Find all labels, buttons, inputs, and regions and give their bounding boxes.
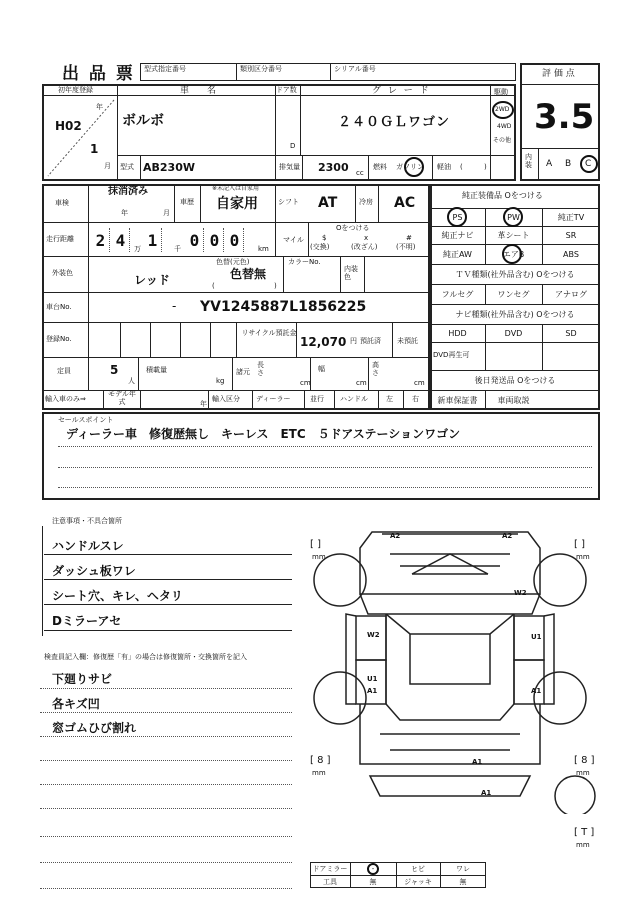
recycle-label: リサイクル預託金 [241,329,297,337]
exchange-label: (交換) [310,243,330,251]
navi-hdd: HDD [448,328,467,338]
mark-a1-left: A1 [367,687,378,695]
interior-c: C [585,159,592,169]
handle-label: ハンドル [340,395,368,403]
shift-label: シフト [278,198,299,206]
spare-tire [555,776,595,814]
interior-color-label: 内装色 [344,265,358,281]
equip-airbag: エアB [502,249,525,259]
note-item: シート穴、キレ、ヘタリ [52,589,183,603]
equip-abs: ABS [563,249,579,259]
exchange-sym: $ [322,234,327,242]
score-value: 3.5 [534,97,595,137]
tire-fl-mm: mm [312,553,326,561]
inspector-item: 窓ゴムひび割れ [52,721,137,735]
rear-left-wheel [314,672,366,724]
drive-2wd: 2WD [495,106,510,113]
import-label: 輸入車のみ⇒ [45,395,86,403]
tv-type-title: ＴＶ種類(社外品含む) Oをつける [455,269,575,279]
color-change-value: 色替無 [230,267,267,281]
mark-u1-right: U1 [531,633,542,641]
color-label: 外装色 [52,269,73,277]
shift-value: AT [318,195,338,211]
history-value: 自家用 [216,196,258,212]
tv-oneseg: ワンセグ [497,289,530,299]
inspection-year-unit: 年 [121,209,128,217]
genuine-title: 純正装備品 Oをつける [462,191,543,200]
later-warranty: 新車保証書 [437,395,478,405]
mileage-digit: 0 [186,228,204,252]
grade-score-label: 評 価 点 [542,69,575,79]
mileage-man: 万 [134,245,141,253]
recycle-value: 12,070 [300,335,347,349]
chassis-label: 車台No. [46,303,72,311]
fuel-paren-open: ( [460,163,463,171]
pw-circle [503,207,523,227]
crack-label: ヒビ [411,864,425,873]
fuel-label: 燃料 [373,163,387,171]
doors-label: ドア数 [276,86,297,94]
capacity-unit: 人 [128,377,135,385]
color-no-label: カラーNo. [288,258,321,266]
mileage-digit: 0 [226,228,244,252]
first-reg-era: H02 [55,119,82,133]
model-year-label: モデル年式 [108,390,136,406]
model-year-unit: 年 [200,400,207,408]
mark-a1-right: A1 [531,687,542,695]
door-mirror-value: - [371,864,375,873]
handle-right: 右 [412,395,419,403]
jack-value: 無 [459,877,467,886]
mark-w2-right: W2 [514,589,527,597]
mile-label: マイル [283,236,304,244]
document-title: 出 品 票 [62,64,135,84]
length-label: 長さ [257,361,264,377]
mileage-digit: 0 [206,228,224,252]
notes-label: 注意事項・不具合箇所 [52,517,122,525]
inspector-label: 検査員記入欄：修復歴「有」の場合は修復箇所・交換箇所を記入 [44,653,247,661]
drive-2wd-circle [492,101,514,119]
inspection-label: 車検 [55,199,69,207]
interior-b: B [565,159,572,169]
equip-tv: 純正TV [557,212,585,222]
grade-value: ２４０ＧＬワゴン [338,115,451,130]
equip-pw: PW [507,212,520,222]
door-mirror-circle [367,863,379,875]
airbag-circle [502,244,522,264]
note-item: ハンドルスレ [52,539,124,553]
mark-a2-right: A2 [502,532,513,540]
equip-navi: 純正ナビ [441,230,474,240]
first-reg-label: 初年度登録 [58,86,93,94]
model-designation-label: 型式指定番号 [144,65,186,73]
later-title: 後日発送品 Oをつける [474,375,556,385]
light-oil-label: 軽油 [437,163,451,171]
navi-type-title: ナビ種類(社外品含む) Oをつける [455,309,575,319]
import-parallel: 並行 [310,395,324,403]
front-body [360,532,540,594]
ac-value: AC [394,195,416,211]
unknown-sym: # [406,234,412,242]
ps-circle [447,207,467,227]
front-right-wheel [534,554,586,606]
import-dealer: ディーラー [256,395,291,403]
mark-w2-left: W2 [367,631,380,639]
height-label: 高さ [372,361,379,377]
rear-right-wheel [534,672,586,724]
drive-other: その他 [493,137,512,144]
serial-label: シリアル番号 [334,65,376,73]
modified-sym: x [364,234,369,242]
chassis-value: YV1245887L1856225 [200,299,367,315]
mark-u1-left: U1 [367,675,378,683]
tire-fr-bracket: [ ] [574,539,585,550]
displacement-unit: cc [356,169,364,177]
mileage-km: km [258,245,269,253]
reg-no-label: 登録No. [46,335,72,343]
tire-rl-bracket: [ 8 ] [310,755,331,766]
color-value: レッド [134,273,170,287]
height-cm: cm [414,379,425,387]
first-reg-diagonal [44,96,116,180]
mileage-digit: 2 [92,228,110,252]
tire-fl-bracket: [ ] [310,539,321,550]
inspector-item: 下廻りサビ [52,672,113,686]
rear-bumper [370,776,530,796]
interior-c-circle [580,155,598,173]
mileage-digit: 4 [112,228,130,252]
fuel-value: ガソリン [396,163,424,171]
jack-label: ジャッキ [404,877,432,886]
equip-ps: PS [452,212,463,222]
equip-sr: SR [565,230,577,240]
car-name-label: 車 名 [180,86,217,96]
interior-label: 内装 [525,153,532,169]
drive-4wd: 4WD [497,123,512,130]
color-change-label: 色替(元色) [216,258,250,266]
import-type-label: 輸入区分 [212,395,240,403]
later-manual: 車両取説 [497,395,530,405]
displacement-value: 2300 [318,161,349,174]
chassis-dash: - [172,299,177,313]
recycle-unit: 円 [350,337,357,345]
tire-rr-mm: mm [576,769,590,777]
first-reg-month: 1 [90,142,99,156]
dvd-player: DVD再生可 [433,351,470,359]
recycle-paid: 預託済 [360,337,381,345]
navi-sd: SD [565,328,577,338]
width-cm: cm [356,379,367,387]
mark-a2-left: A2 [390,532,401,540]
category-label: 類別区分番号 [240,65,282,73]
capacity-value: 5 [110,363,119,377]
fuel-paren-close: ) [484,163,487,171]
fuel-gasoline-circle [404,157,424,177]
grade-label: グ レ ー ド [372,86,431,96]
unknown-label: (不明) [396,243,416,251]
tire-rr-bracket: [ 8 ] [574,755,595,766]
recycle-unpaid: 未預託 [397,337,418,345]
displacement-label: 排気量 [279,163,300,171]
car-damage-diagram [300,514,600,814]
first-reg-month-unit: 月 [104,162,111,170]
load-unit: kg [216,377,225,385]
handle-left: 左 [386,395,393,403]
car-name: ボルボ [122,113,164,129]
note-item: Dミラーアセ [52,614,122,628]
front-left-wheel [314,554,366,606]
tv-fullseg: フルセグ [441,289,474,299]
inspection-month-unit: 月 [163,209,170,217]
tire-spare-mm: mm [576,841,590,849]
note-item: ダッシュ板ワレ [52,564,136,578]
sales-point-label: セールスポイント [58,416,114,424]
type-label: 型式 [120,163,134,171]
tv-analog: アナログ [555,289,587,299]
tire-rl-mm: mm [312,769,326,777]
sales-point-text: ディーラー車 修復歴無し キーレス ETC ５ドアステーションワゴン [66,427,461,441]
mileage-sen: 千 [174,245,181,253]
door-mirror-label: ドアミラー [312,864,348,873]
tire-fr-mm: mm [576,553,590,561]
ac-label: 冷房 [359,198,373,206]
mileage-label: 走行距離 [46,235,74,243]
modified-label: (改ざん) [351,243,378,251]
navi-dvd: DVD [504,328,523,338]
header-id-strip [140,63,516,81]
equip-aw: 純正AW [443,249,472,259]
inspection-value: 抹消済み [108,186,148,197]
interior-a: A [546,159,553,169]
capacity-label: 定員 [57,367,71,375]
break-label: ワレ [456,864,470,873]
color-change-paren-close: ) [274,282,277,290]
doors-unit: D [290,142,296,150]
equip-leather: 革シート [497,230,530,240]
tools-value: 無 [369,877,377,886]
length-cm: cm [300,379,311,387]
tire-spare-bracket: [ T ] [574,827,595,838]
mileage-circle-note: Oをつける [336,224,370,232]
load-label: 積載量 [146,366,167,374]
mark-a1-bottom: A1 [472,758,483,766]
history-label: 車歴 [180,198,194,206]
history-note: ※未記入は自家用 [212,185,260,192]
first-reg-year-unit: 年 [96,103,103,111]
mileage-digit: 1 [144,228,162,252]
drive-label: 駆動 [494,88,508,96]
mark-a1-rear: A1 [481,789,492,797]
width-label: 幅 [318,365,325,373]
type-value: AB230W [143,161,195,174]
dims-label: 諸元 [236,368,250,376]
inspector-item: 各キズ凹 [52,697,100,711]
tools-label: 工具 [323,877,337,886]
color-change-paren-open: ( [212,282,215,290]
